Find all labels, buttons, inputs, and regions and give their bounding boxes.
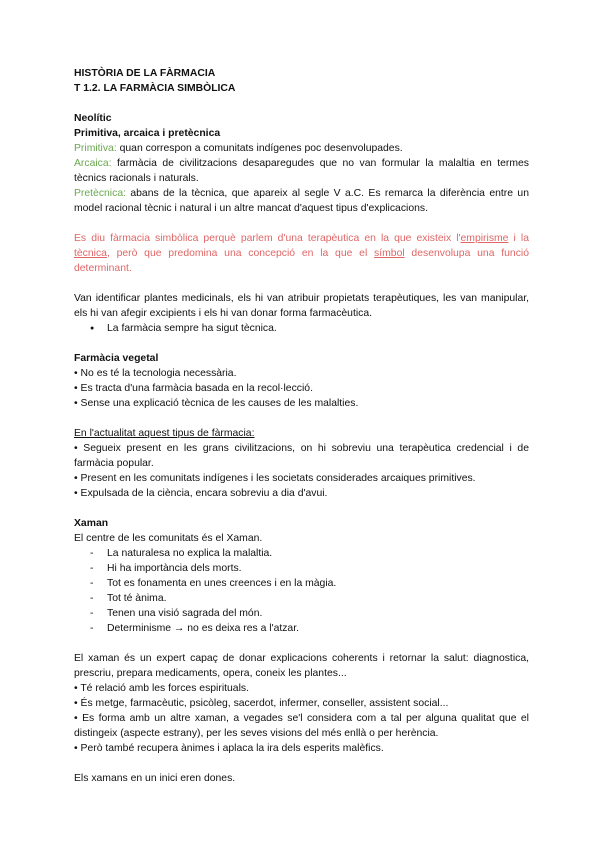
definition-text: farmàcia de civilitzacions desaparegudes que no van formular la malaltia en termes tècnics racionals i naturals. (74, 158, 529, 184)
definition-pretecnica (74, 186, 529, 216)
document-title: HISTÒRIA DE LA FÀRMACIA (74, 68, 216, 79)
list-item: ● La farmàcia sempre ha sigut tècnica. (74, 321, 529, 336)
document-page (74, 66, 529, 786)
list-item: - Hi ha importància dels morts. (74, 561, 529, 576)
vegetal-list (74, 366, 529, 411)
neolitic-bullet-list (74, 321, 529, 336)
list-item: • Present en les comunitats indígenes i les societats considerades arcaiques primitives. (74, 473, 476, 484)
symbolic-paragraph (74, 231, 529, 276)
actualitat-list (74, 441, 529, 501)
closing-line: Els xamans en un inici eren dones. (74, 773, 236, 784)
xaman-intro: El centre de les comunitats és el Xaman. (74, 533, 263, 544)
subheading-primitiva: Primitiva, arcaica i pretècnica (74, 128, 221, 139)
list-item: - Determinisme → no es deixa res a l'atzar. (74, 621, 529, 636)
list-item: - Tot es fonamenta en unes creences i en la màgia. (74, 576, 529, 591)
underlined-tecnica: tècnica (74, 248, 107, 259)
xaman-dash-list (74, 546, 529, 636)
list-item: • Es tracta d'una farmàcia basada en la recol·lecció. (74, 383, 313, 394)
section-heading-vegetal: Farmàcia vegetal (74, 353, 159, 364)
list-item: • No es té la tecnologia necessària. (74, 368, 237, 379)
term-pretecnica: Pretècnica: (74, 188, 126, 199)
list-item: - Tenen una visió sagrada del món. (74, 606, 529, 621)
document-subtitle: T 1.2. LA FARMÀCIA SIMBÒLICA (74, 83, 236, 94)
term-primitiva: Primitiva: (74, 143, 117, 154)
underlined-simbol: símbol (374, 248, 405, 259)
section-heading-actualitat: En l'actualitat aquest tipus de fàrmacia: (74, 428, 255, 439)
list-item: - Tot té ànima. (74, 591, 529, 606)
list-item: • Segueix present en les grans civilitzacions, on hi sobreviu una terapèutica credencial i de farmàcia popular. (74, 443, 529, 469)
term-arcaica: Arcaica: (74, 158, 112, 169)
xaman-paragraph: El xaman és un expert capaç de donar explicacions coherents i retornar la salut: diagnostica, prescriu, prepara medicaments, opera, coneix les plantes... (74, 653, 529, 679)
list-item: - La naturalesa no explica la malaltia. (74, 546, 529, 561)
list-item: • Es forma amb un altre xaman, a vegades se'l considera com a tal per alguna qualitat que el distingeix (aspecte estrany), per les seves visions del més enllà o per herència. (74, 713, 529, 739)
list-item: • És metge, farmacèutic, psicòleg, sacerdot, infermer, conseller, assistent social... (74, 698, 449, 709)
symbolic-text-4: desenvolupa una funció determinant. (74, 248, 529, 274)
definition-text: quan correspon a comunitats indígenes poc desenvolupades. (116, 143, 403, 154)
list-item: • Sense una explicació tècnica de les causes de les malalties. (74, 398, 359, 409)
definition-primitiva (74, 141, 529, 156)
underlined-empirisme: empirisme (460, 233, 509, 244)
section-heading-neolitic: Neolític (74, 113, 112, 124)
definition-arcaica (74, 156, 529, 186)
list-item: • Té relació amb les forces espirituals. (74, 683, 249, 694)
list-item: • Expulsada de la ciència, encara sobreviu a dia d'avui. (74, 488, 328, 499)
section-heading-xaman: Xaman (74, 518, 109, 529)
symbolic-text-2: i la (508, 233, 529, 244)
plants-paragraph: Van identificar plantes medicinals, els hi van atribuir propietats terapèutiques, les van manipular, els hi van afegir excipients i els hi van donar forma farmacèutica. (74, 293, 529, 319)
list-item: • Però també recupera ànimes i aplaca la ira dels esperits malèfics. (74, 743, 384, 754)
definition-text: abans de la tècnica, que apareix al segle V a.C. Es remarca la diferència entre un model racional tècnic i natural i un altre mancat d'aquest tipus d'explicacions. (74, 188, 529, 214)
symbolic-text-3: , però que predomina una concepció en la que el (106, 248, 375, 259)
symbolic-text-1: Es diu fàrmacia simbòlica perquè parlem d'una terapèutica en la que existeix l' (74, 233, 461, 244)
xaman-points (74, 681, 529, 756)
